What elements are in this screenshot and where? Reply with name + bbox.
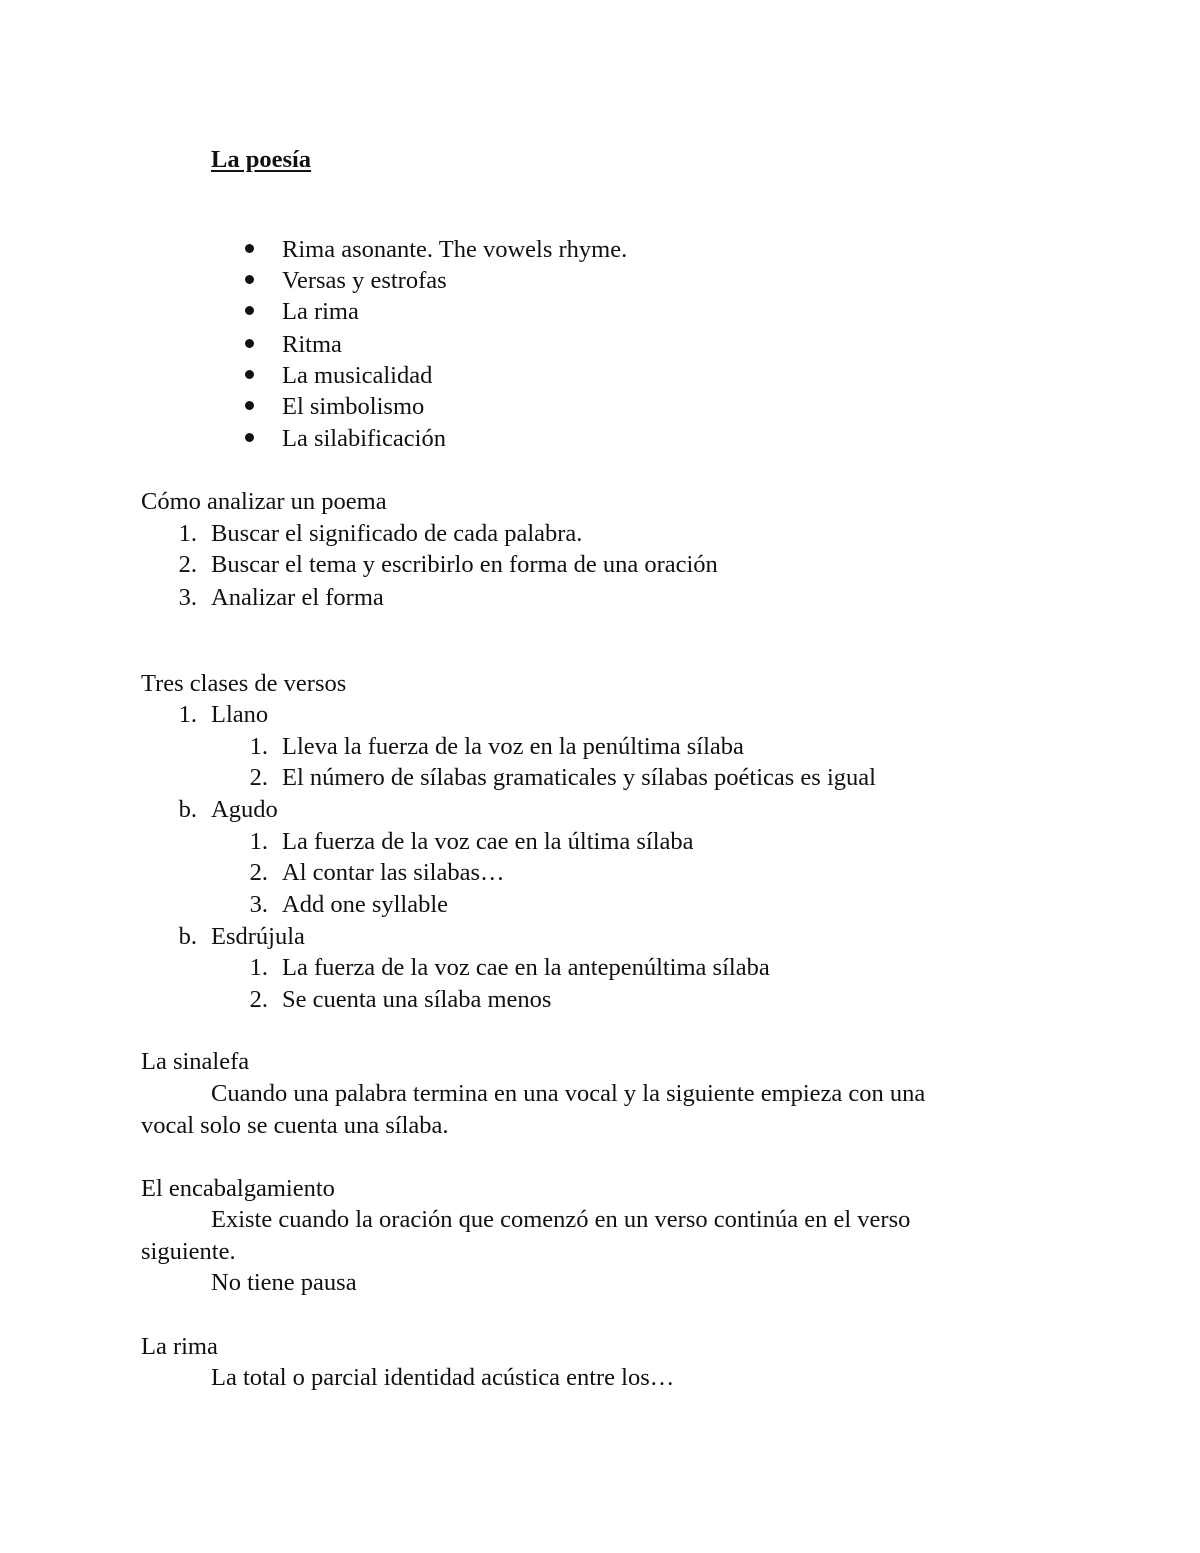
section-heading-versos: Tres clases de versos (141, 670, 347, 697)
list-item-text: Al contar las silabas… (282, 859, 505, 886)
list-marker: 2. (249, 859, 268, 886)
list-marker: 1. (249, 828, 268, 855)
paragraph-line: vocal solo se cuenta una sílaba. (141, 1112, 449, 1139)
list-item-text: Llano (211, 701, 269, 728)
page-title: La poesía (211, 146, 312, 173)
list-item-text: Buscar el significado de cada palabra. (211, 520, 583, 547)
bullet-icon (245, 339, 254, 348)
list-item-text: La fuerza de la voz cae en la última sílaba (282, 828, 694, 855)
list-item-text: Agudo (211, 796, 278, 823)
list-marker: 3. (178, 584, 197, 611)
list-marker: 1. (249, 954, 268, 981)
section-heading-sinalefa: La sinalefa (141, 1048, 250, 1075)
bullet-icon (245, 370, 254, 379)
list-marker: 1. (178, 701, 197, 728)
paragraph-line: No tiene pausa (211, 1269, 357, 1296)
bullet-icon (245, 275, 254, 284)
list-item-text: La musicalidad (282, 362, 433, 389)
list-marker: 1. (249, 733, 268, 760)
list-item-text: Esdrújula (211, 923, 305, 950)
list-item-text: Add one syllable (282, 891, 449, 918)
list-item-text: Ritma (282, 331, 342, 358)
list-item-text: Rima asonante. The vowels rhyme. (282, 236, 628, 263)
section-heading-encabalgamiento: El encabalgamiento (141, 1175, 335, 1202)
list-item-text: El número de sílabas gramaticales y sílabas poéticas es igual (282, 764, 876, 791)
list-marker: 3. (249, 891, 268, 918)
list-marker: 2. (178, 551, 197, 578)
paragraph-line: Existe cuando la oración que comenzó en un verso continúa en el verso (211, 1206, 911, 1233)
bullet-icon (245, 306, 254, 315)
list-marker: b. (178, 923, 197, 950)
list-item-text: La rima (282, 298, 359, 325)
list-marker: b. (178, 796, 197, 823)
list-item-text: Lleva la fuerza de la voz en la penúltima sílaba (282, 733, 744, 760)
list-item-text: El simbolismo (282, 393, 425, 420)
list-item-text: Buscar el tema y escribirlo en forma de una oración (211, 551, 718, 578)
list-item-text: La silabificación (282, 425, 446, 452)
section-heading-analizar: Cómo analizar un poema (141, 488, 387, 515)
list-item-text: Analizar el forma (211, 584, 384, 611)
paragraph-line: La total o parcial identidad acústica entre los… (211, 1364, 675, 1391)
paragraph-line: siguiente. (141, 1238, 236, 1265)
bullet-icon (245, 433, 254, 442)
paragraph-line: Cuando una palabra termina en una vocal y la siguiente empieza con una (211, 1080, 926, 1107)
list-marker: 2. (249, 986, 268, 1013)
list-marker: 2. (249, 764, 268, 791)
section-heading-rima: La rima (141, 1333, 218, 1360)
bullet-icon (245, 244, 254, 253)
list-item-text: Versas y estrofas (282, 267, 447, 294)
list-item-text: La fuerza de la voz cae en la antepenúltima sílaba (282, 954, 770, 981)
bullet-icon (245, 401, 254, 410)
list-item-text: Se cuenta una sílaba menos (282, 986, 552, 1013)
list-marker: 1. (178, 520, 197, 547)
